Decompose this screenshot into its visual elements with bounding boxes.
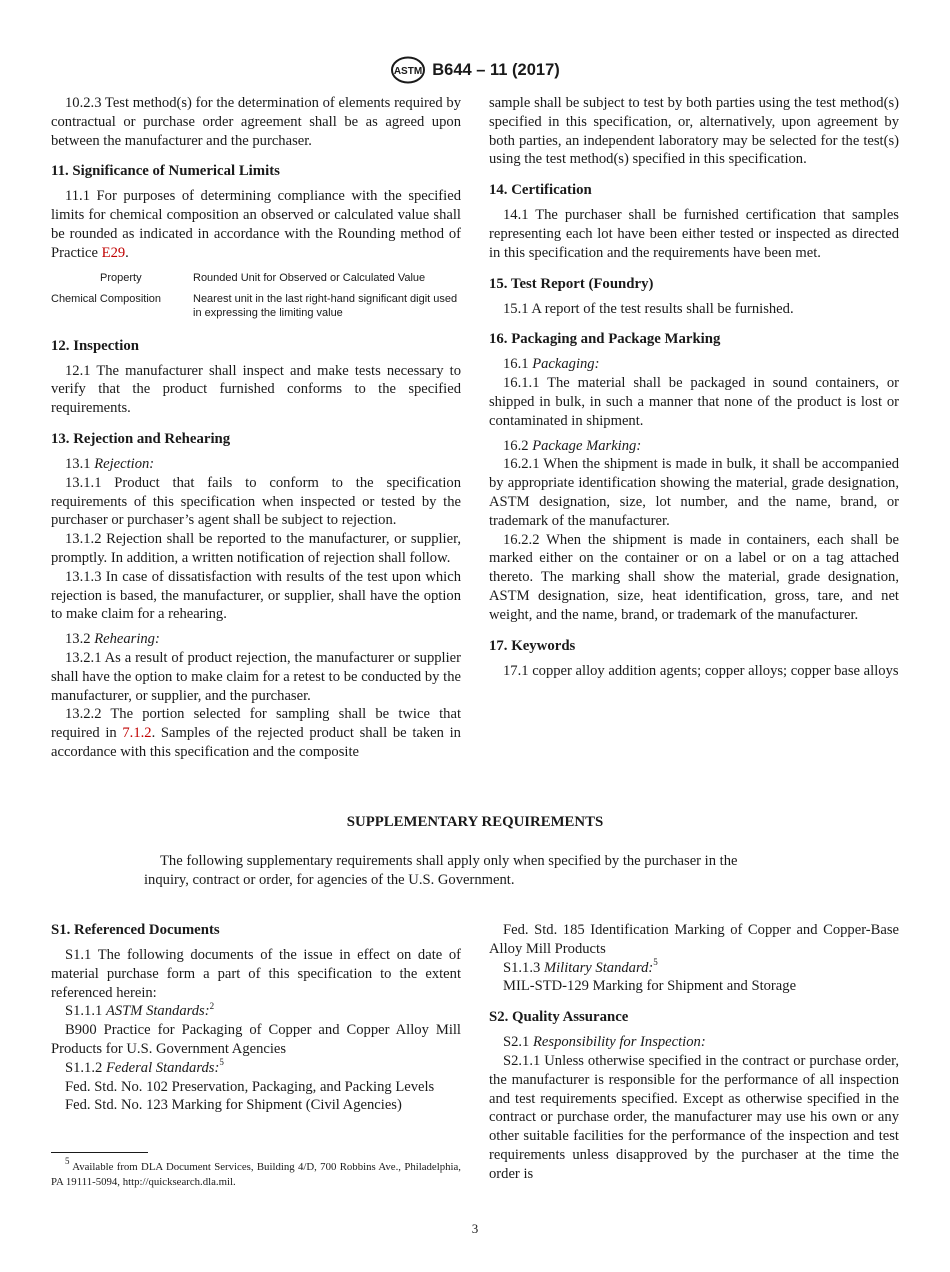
heading-12: 12. Inspection [51, 337, 139, 354]
section-17-1: 17.1 copper alloy addition agents; copper alloys; copper base alloys [503, 662, 899, 679]
page-header [0, 57, 950, 83]
section-13-1-2: 13.1.2 Rejection shall be reported to the manufacturer, or supplier, promptly. In addition, a written notification of rejection shall follow. [51, 531, 461, 566]
section-13-2-1: 13.2.1 As a result of product rejection, the manufacturer or supplier shall have the option to make claim for a retest to be conducted by the manufacturer, or supplier, and the purchaser. [51, 649, 461, 704]
section-12-1: 12.1 The manufacturer shall inspect and make tests necessary to verify that the product furnished conforms to the specified requirements. [51, 362, 461, 417]
supplementary-left-column [51, 909, 461, 1115]
astm-logo-icon [390, 56, 426, 84]
reference-fed-std-185: Fed. Std. 185 Identification Marking of Copper and Copper-Base Alloy Mill Products [489, 922, 899, 957]
reference-b900: B900 Practice for Packaging of Copper and Copper Alloy Mill Products for U.S. Government Agencies [51, 1022, 461, 1057]
supplementary-intro-line-2: inquiry, contract or order, for agencies of the U.S. Government. [144, 872, 515, 888]
section-11-1: 11.1 For purposes of determining compliance with the specified limits for chemical composition an observed or calculated value shall be rounded as indicated in accordance with the Rounding method of Practice E29. [51, 188, 461, 261]
section-s1-1-1: S1.1.1 ASTM Standards:$^2$ [65, 1000, 215, 1020]
section-15-1: 15.1 A report of the test results shall be furnished. [503, 300, 794, 317]
reference-fed-std-102: Fed. Std. No. 102 Preservation, Packaging, and Packing Levels [65, 1078, 435, 1095]
section-7-1-2-link[interactable]: 7.1.2 [122, 725, 152, 742]
reference-fed-std-123: Fed. Std. No. 123 Marking for Shipment (Civil Agencies) [65, 1097, 402, 1114]
table-cell-rounded-unit: Nearest unit in the last right-hand significant digit used in expressing the limiting value [193, 292, 458, 320]
e29-link[interactable]: E29 [101, 244, 126, 261]
section-16-2: 16.2 Package Marking: [503, 437, 642, 454]
page-number: 3 [471, 1221, 479, 1236]
section-s1-1: S1.1 The following documents of the issue in effect on date of material purchase form a part of this specification to the extent referenced herein: [51, 947, 461, 1001]
heading-s2: S2. Quality Assurance [489, 1009, 629, 1026]
table-header-rounded-unit: Rounded Unit for Observed or Calculated Value [193, 271, 426, 284]
heading-s1: S1. Referenced Documents [51, 922, 220, 938]
section-13-1-3: 13.1.3 In case of dissatisfaction with results of the test upon which rejection is based, the manufacturer, or supplier, shall have the option to make claim for a rehearing. [51, 568, 461, 623]
section-16-2-1: 16.2.1 When the shipment is made in bulk, it shall be accompanied by appropriate identification showing the material, grade designation, ASTM designation, size, lot number, and the name, brand, or trademark of the manufacturer. [489, 456, 899, 529]
heading-13: 13. Rejection and Rehearing [51, 430, 231, 447]
section-16-1: 16.1 Packaging: [503, 356, 600, 373]
heading-11: 11. Significance of Numerical Limits [51, 163, 280, 180]
document-designation: B644 – 11 (2017) [432, 60, 560, 79]
footnote-5: $^5$ Available from DLA Document Services, Building 4/D, 700 Robbins Ave., Philadelphia, PA 19111-5094, http://quicksearch.dla.mil. [51, 1156, 461, 1188]
supplementary-title: SUPPLEMENTARY REQUIREMENTS [346, 814, 604, 830]
section-s2-1: S2.1 Responsibility for Inspection: [503, 1034, 706, 1051]
reference-mil-std-129: MIL-STD-129 Marking for Shipment and Storage [503, 978, 797, 995]
supplementary-intro-line-1: The following supplementary requirements shall apply only when specified by the purchaser in the [160, 853, 738, 869]
table-header-property: Property [100, 271, 142, 284]
left-column [51, 94, 461, 762]
supplementary-intro [140, 852, 840, 890]
section-16-2-2: 16.2.2 When the shipment is made in containers, each shall be marked either on the container or on a label or on a tag attached thereto. The marking shall show the material, grade designation, ASTM designation, size, heat identification, gross, tare, and net weight, and the name, brand, or trademark of the manufacturer. [489, 531, 899, 623]
footnote-divider [51, 1152, 148, 1153]
section-14-1: 14.1 The purchaser shall be furnished certification that samples representing each lot have been either tested or inspected as directed in this specification and the requirements have been met. [489, 207, 899, 261]
section-13-1-1: 13.1.1 Product that fails to conform to the specification requirements of this specification when inspected or tested by the purchaser or purchaser’s agent shall be subject to rejection. [51, 474, 461, 529]
section-s2-1-1: S2.1.1 Unless otherwise specified in the contract or purchase order, the manufacturer is responsible for the performance of all inspection and test requirements specified. Except as otherwise specified in the contract or purchase order, the manufacturer may use his own or any other suitable facilities for the performance of the inspection and test requirements unless disapproved by the purchaser at the time the order is [489, 1052, 899, 1182]
section-13-2-2-continued: sample shall be subject to test by both parties using the test method(s) specified in this specification, or, alternatively, upon agreement by both parties, an independent laboratory may be selected for the test(s) using the test method(s) specified in this specification. [489, 95, 899, 168]
section-13-2: 13.2 Rehearing: [65, 631, 160, 648]
section-s1-1-2: S1.1.2 Federal Standards:$^5$ [65, 1056, 224, 1076]
section-13-2-2: 13.2.2 The portion selected for sampling shall be twice that required in 7.1.2. Samples of the rejected product shall be taken in accordance with this specification and the composite [51, 706, 461, 760]
heading-16: 16. Packaging and Package Marking [489, 331, 721, 348]
section-16-1-1: 16.1.1 The material shall be packaged in sound containers, or shipped in bulk, in such a manner that none of the product is lost or contaminated in shipment. [489, 375, 899, 429]
heading-15: 15. Test Report (Foundry) [489, 275, 654, 292]
heading-14: 14. Certification [489, 182, 592, 199]
heading-17: 17. Keywords [489, 637, 576, 654]
table-cell-property: Chemical Composition [51, 292, 162, 305]
section-13-1: 13.1 Rejection: [65, 455, 155, 472]
right-column [489, 94, 899, 680]
rounding-table [51, 271, 461, 333]
section-10-2-3: 10.2.3 Test method(s) for the determination of elements required by contractual or purchase order agreement shall be as agreed upon between the manufacturer and the purchaser. [51, 95, 461, 149]
supplementary-right-column [489, 921, 899, 1184]
section-s1-1-3: S1.1.3 Military Standard:$^5$ [503, 956, 658, 976]
svg-text:ASTM: ASTM [394, 66, 423, 77]
